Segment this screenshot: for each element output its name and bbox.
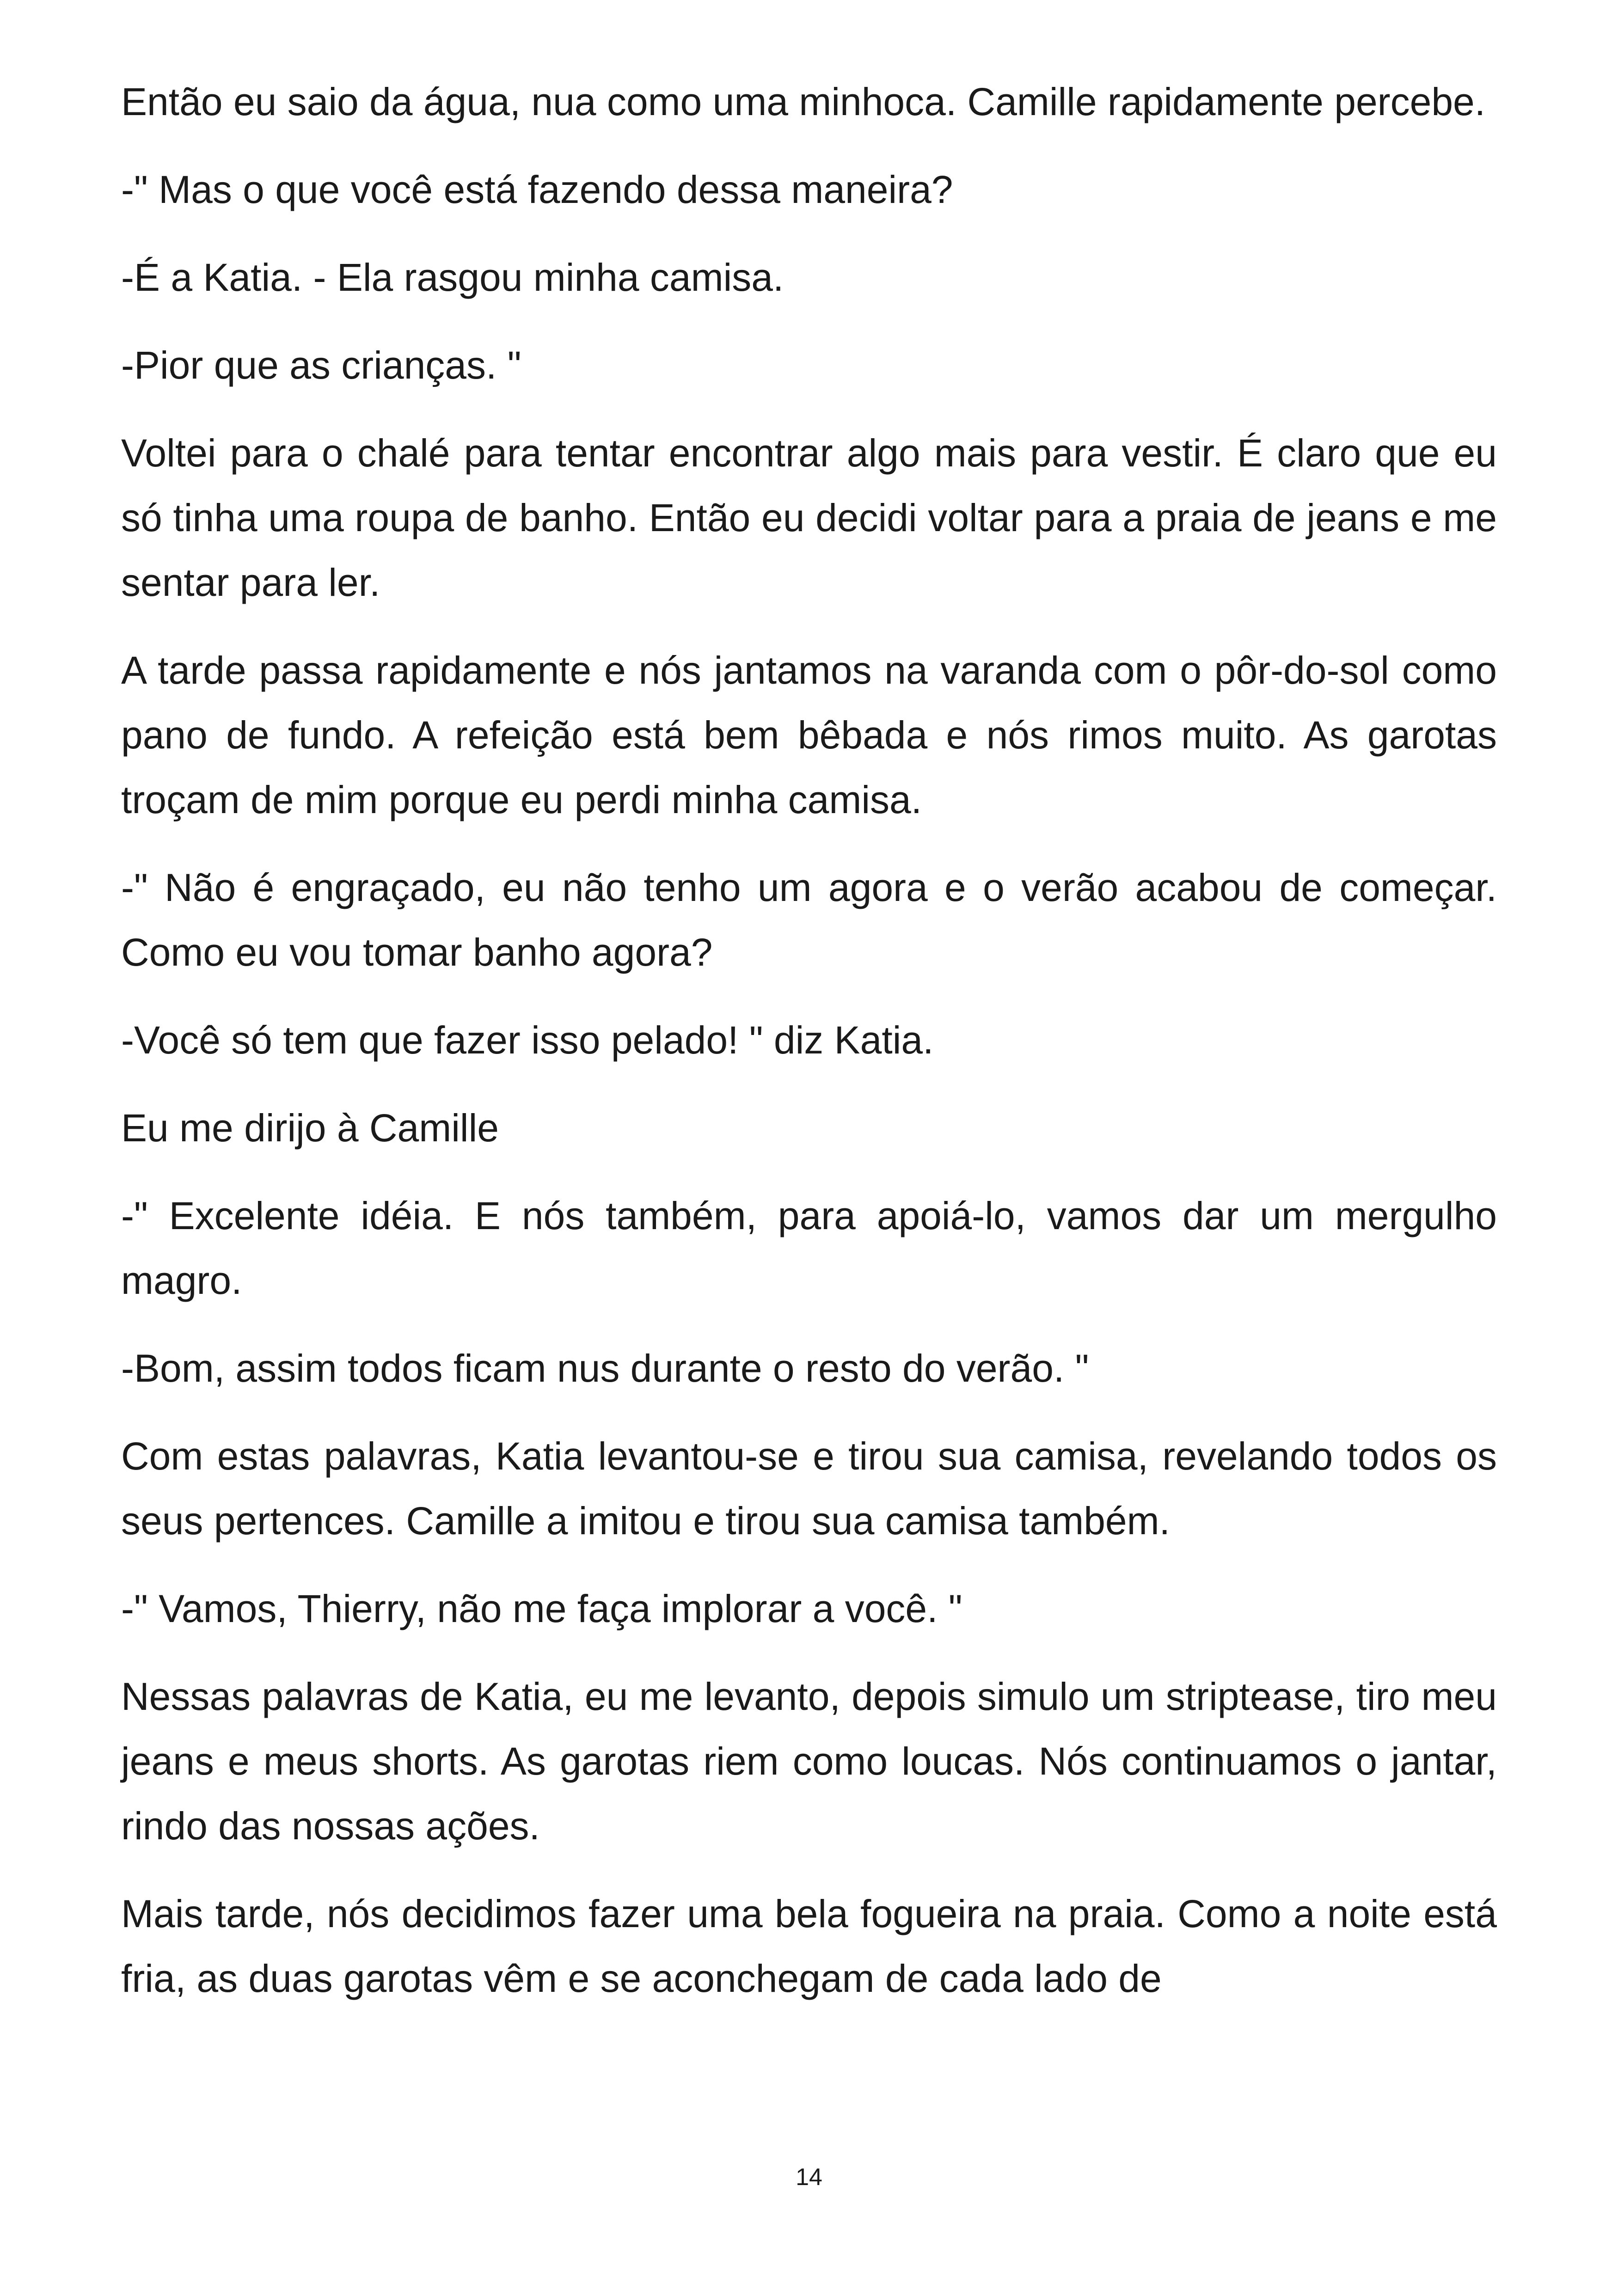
paragraph: -" Excelente idéia. E nós também, para apoiá-lo, vamos dar um mergulho magro. xyxy=(121,1194,1497,1302)
paragraph: -Você só tem que fazer isso pelado! " diz Katia. xyxy=(121,1018,934,1062)
paragraph: Mais tarde, nós decidimos fazer uma bela fogueira na praia. Como a noite está fria, as duas garotas vêm e se aconchegam de cada lado de xyxy=(121,1892,1497,2000)
paragraph: A tarde passa rapidamente e nós jantamos na varanda com o pôr-do-sol como pano de fundo. A refeição está bem bêbada e nós rimos muito. As garotas troçam de mim porque eu perdi minha camisa. xyxy=(121,649,1497,821)
page-number: 14 xyxy=(796,2164,822,2191)
paragraph: -Pior que as crianças. " xyxy=(121,343,521,387)
paragraph: -" Mas o que você está fazendo dessa maneira? xyxy=(121,168,953,211)
paragraph: Eu me dirijo à Camille xyxy=(121,1106,499,1150)
page-body xyxy=(121,69,1497,2034)
paragraph: Nessas palavras de Katia, eu me levanto, depois simulo um striptease, tiro meu jeans e meus shorts. As garotas riem como loucas. Nós continuamos o jantar, rindo das nossas ações. xyxy=(121,1675,1497,1848)
paragraph: -Bom, assim todos ficam nus durante o resto do verão. " xyxy=(121,1347,1089,1390)
paragraph: Voltei para o chalé para tentar encontrar algo mais para vestir. É claro que eu só tinha uma roupa de banho. Então eu decidi voltar para a praia de jeans e me sentar para ler. xyxy=(121,431,1497,604)
paragraph: -" Não é engraçado, eu não tenho um agora e o verão acabou de começar. Como eu vou tomar banho agora? xyxy=(121,866,1497,974)
paragraph: -" Vamos, Thierry, não me faça implorar a você. " xyxy=(121,1587,962,1630)
paragraph: Com estas palavras, Katia levantou-se e tirou sua camisa, revelando todos os seus pertences. Camille a imitou e tirou sua camisa também. xyxy=(121,1434,1497,1543)
paragraph: -É a Katia. - Ela rasgou minha camisa. xyxy=(121,256,784,299)
paragraph: Então eu saio da água, nua como uma minhoca. Camille rapidamente percebe. xyxy=(121,80,1486,123)
